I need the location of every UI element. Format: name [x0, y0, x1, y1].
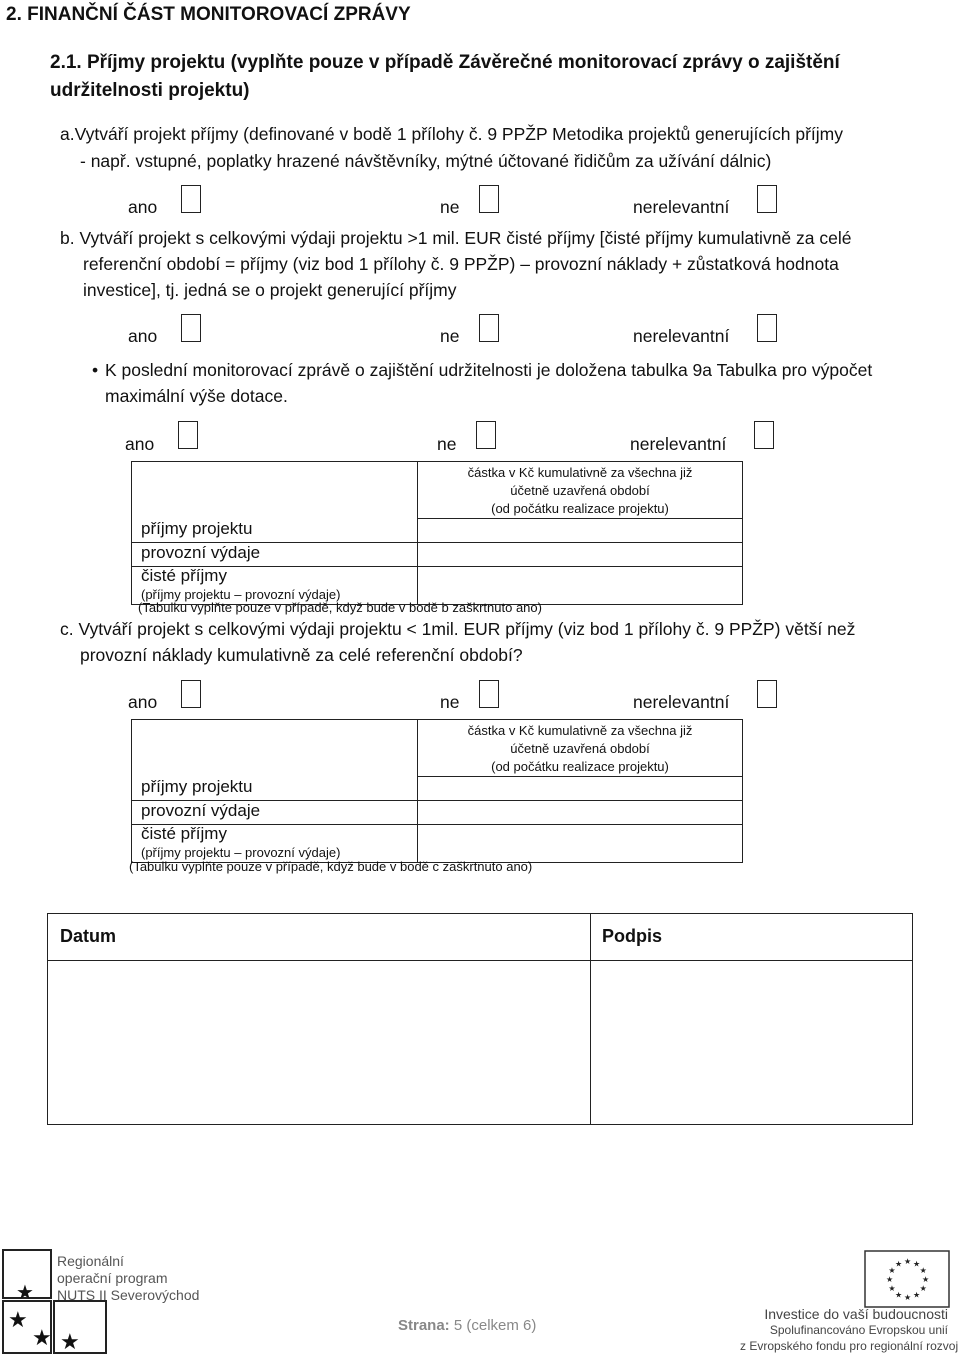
checkbox-yes-a[interactable] [181, 185, 201, 213]
eu-star-icon: ★ [904, 1257, 912, 1266]
table-c-row-net-value[interactable] [418, 825, 743, 863]
table-b-empty-header [132, 462, 418, 519]
table-c-net-label: čisté příjmy [141, 824, 227, 843]
option-yes-c: ano [128, 692, 158, 712]
table-b-header-line3: (od počátku realizace projektu) [491, 501, 669, 516]
option-yes-b: ano [128, 326, 158, 346]
bullet-line2: maximální výše dotace. [105, 386, 288, 406]
checkbox-irrelevant-a[interactable] [757, 185, 777, 213]
table-c-note: (Tabulku vyplňte pouze v případě, když bude v bodě c zaškrtnuto ano) [129, 859, 533, 874]
table-c-row-net-label [132, 825, 418, 863]
rop-line3: NUTS II Severovýchod [57, 1287, 200, 1303]
eu-star-icon: ★ [904, 1293, 912, 1302]
page-value: 5 (celkem 6) [453, 1317, 537, 1334]
checkbox-no-a[interactable] [479, 185, 499, 213]
table-c-row-expenses-value[interactable] [418, 801, 743, 825]
section-heading: 2. FINANČNÍ ČÁST MONITOROVACÍ ZPRÁVY [6, 4, 411, 25]
signature-header-row [48, 914, 912, 961]
eu-line1: Investice do vaší budoucnosti [764, 1306, 948, 1322]
eu-star-icon: ★ [888, 1266, 896, 1275]
table-b-row-net-label [132, 567, 418, 605]
eu-star-icon: ★ [886, 1275, 894, 1284]
eu-star-icon: ★ [919, 1266, 927, 1275]
table-c-row-expenses-label: provozní výdaje [132, 801, 418, 825]
eu-star-icon: ★ [895, 1290, 903, 1300]
table-b-row-income-value[interactable] [418, 519, 743, 543]
eu-line2: Spolufinancováno Evropskou unií [769, 1323, 948, 1337]
eu-star-icon: ★ [913, 1259, 921, 1269]
rop-line2: operační program [57, 1270, 168, 1286]
question-c-line2: provozní náklady kumulativně za celé referenční období? [80, 645, 523, 665]
option-irrelevant-c: nerelevantní [633, 692, 730, 712]
eu-star-icon: ★ [895, 1259, 903, 1269]
date-label: Datum [60, 926, 117, 946]
table-b-header-line2: účetně uzavřená období [510, 483, 650, 498]
rop-line1: Regionální [57, 1253, 124, 1269]
checkbox-no-bullet[interactable] [476, 421, 496, 449]
table-b-row-expenses-value[interactable] [418, 543, 743, 567]
question-a-line2: - např. vstupné, poplatky hrazené návštěvníky, mýtné účtované řidičům za užívání dálnic) [80, 151, 772, 171]
table-c-empty-header [132, 720, 418, 777]
svg-text:★: ★ [60, 1330, 80, 1355]
eu-star-icon: ★ [888, 1284, 896, 1293]
table-c-header-line3: (od počátku realizace projektu) [491, 759, 669, 774]
eu-star-icon: ★ [922, 1275, 930, 1284]
checkbox-yes-c[interactable] [181, 680, 201, 708]
table-b-row-expenses-label: provozní výdaje [132, 543, 418, 567]
option-no-a: ne [440, 197, 460, 217]
bullet-icon: • [92, 360, 99, 380]
bullet-line1: K poslední monitorovací zprávě o zajištění udržitelnosti je doložena tabulka 9a Tabulka pro výpočet [105, 360, 873, 380]
table-b-net-note: (příjmy projektu – provozní výdaje) [141, 587, 341, 602]
eu-line3: z Evropského fondu pro regionální rozvoj [740, 1339, 959, 1353]
rop-title [57, 1253, 199, 1304]
svg-text:★: ★ [16, 1280, 34, 1304]
income-table-b [131, 461, 743, 605]
page-label: Strana: [398, 1317, 450, 1334]
eu-star-icon: ★ [919, 1284, 927, 1293]
question-b-line3: investice], tj. jedná se o projekt generující příjmy [83, 280, 457, 300]
checkbox-irrelevant-b[interactable] [757, 314, 777, 342]
table-c-header-line2: účetně uzavřená období [510, 741, 650, 756]
option-no-b: ne [440, 326, 460, 346]
table-b-row-net-value[interactable] [418, 567, 743, 605]
option-no-c: ne [440, 692, 460, 712]
date-field[interactable] [48, 961, 588, 1121]
checkbox-yes-b[interactable] [181, 314, 201, 342]
eu-star-icon: ★ [913, 1290, 921, 1300]
option-no-bullet: ne [437, 434, 457, 454]
signature-field[interactable] [593, 961, 909, 1121]
page-indicator [398, 1317, 536, 1334]
table-c-header-line1: částka v Kč kumulativně za všechna již [467, 723, 693, 738]
checkbox-yes-bullet[interactable] [178, 421, 198, 449]
income-table-c [131, 719, 743, 863]
eu-text [740, 1306, 959, 1354]
checkbox-no-b[interactable] [479, 314, 499, 342]
option-yes-bullet: ano [125, 434, 155, 454]
table-c-net-note: (příjmy projektu – provozní výdaje) [141, 845, 341, 860]
option-irrelevant-a: nerelevantní [633, 197, 730, 217]
checkbox-irrelevant-bullet[interactable] [754, 421, 774, 449]
signature-block [47, 913, 913, 1125]
checkbox-no-c[interactable] [479, 680, 499, 708]
table-b-row-income-label: příjmy projektu [132, 519, 418, 543]
svg-text:★: ★ [8, 1308, 28, 1333]
question-c-line1: c. Vytváří projekt s celkovými výdaji projektu < 1mil. EUR příjmy (viz bod 1 přílohy č. 9 PPŽP) větší než [60, 619, 856, 639]
table-c-row-income-label: příjmy projektu [132, 777, 418, 801]
svg-text:★: ★ [32, 1326, 52, 1351]
table-b-header [418, 462, 743, 519]
question-b-line1: b. Vytváří projekt s celkovými výdaji projektu >1 mil. EUR čisté příjmy [čisté příjmy kumulativně za celé [60, 228, 852, 248]
question-b-line2: referenční období = příjmy (viz bod 1 přílohy č. 9 PPŽP) – provozní náklady + zůstatková hodnota [83, 254, 839, 274]
option-yes-a: ano [128, 197, 158, 217]
table-c-header [418, 720, 743, 777]
table-b-header-line1: částka v Kč kumulativně za všechna již [467, 465, 693, 480]
eu-flag-icon [864, 1250, 950, 1308]
table-b-net-label: čisté příjmy [141, 566, 227, 585]
signature-label: Podpis [602, 926, 663, 946]
checkbox-irrelevant-c[interactable] [757, 680, 777, 708]
option-irrelevant-bullet: nerelevantní [630, 434, 727, 454]
signature-divider [590, 914, 591, 1124]
sub-heading-line1: 2.1. Příjmy projektu (vyplňte pouze v případě Závěrečné monitorovací zprávy o zajištění [50, 52, 840, 73]
sub-heading-line2: udržitelnosti projektu) [50, 80, 250, 101]
table-c-row-income-value[interactable] [418, 777, 743, 801]
question-a-line1: a.Vytváří projekt příjmy (definované v bodě 1 přílohy č. 9 PPŽP Metodika projektů generujících příjmy [60, 124, 844, 144]
option-irrelevant-b: nerelevantní [633, 326, 730, 346]
table-b-note: (Tabulku vyplňte pouze v případě, když bude v bodě b zaškrtnuto ano) [138, 600, 542, 615]
